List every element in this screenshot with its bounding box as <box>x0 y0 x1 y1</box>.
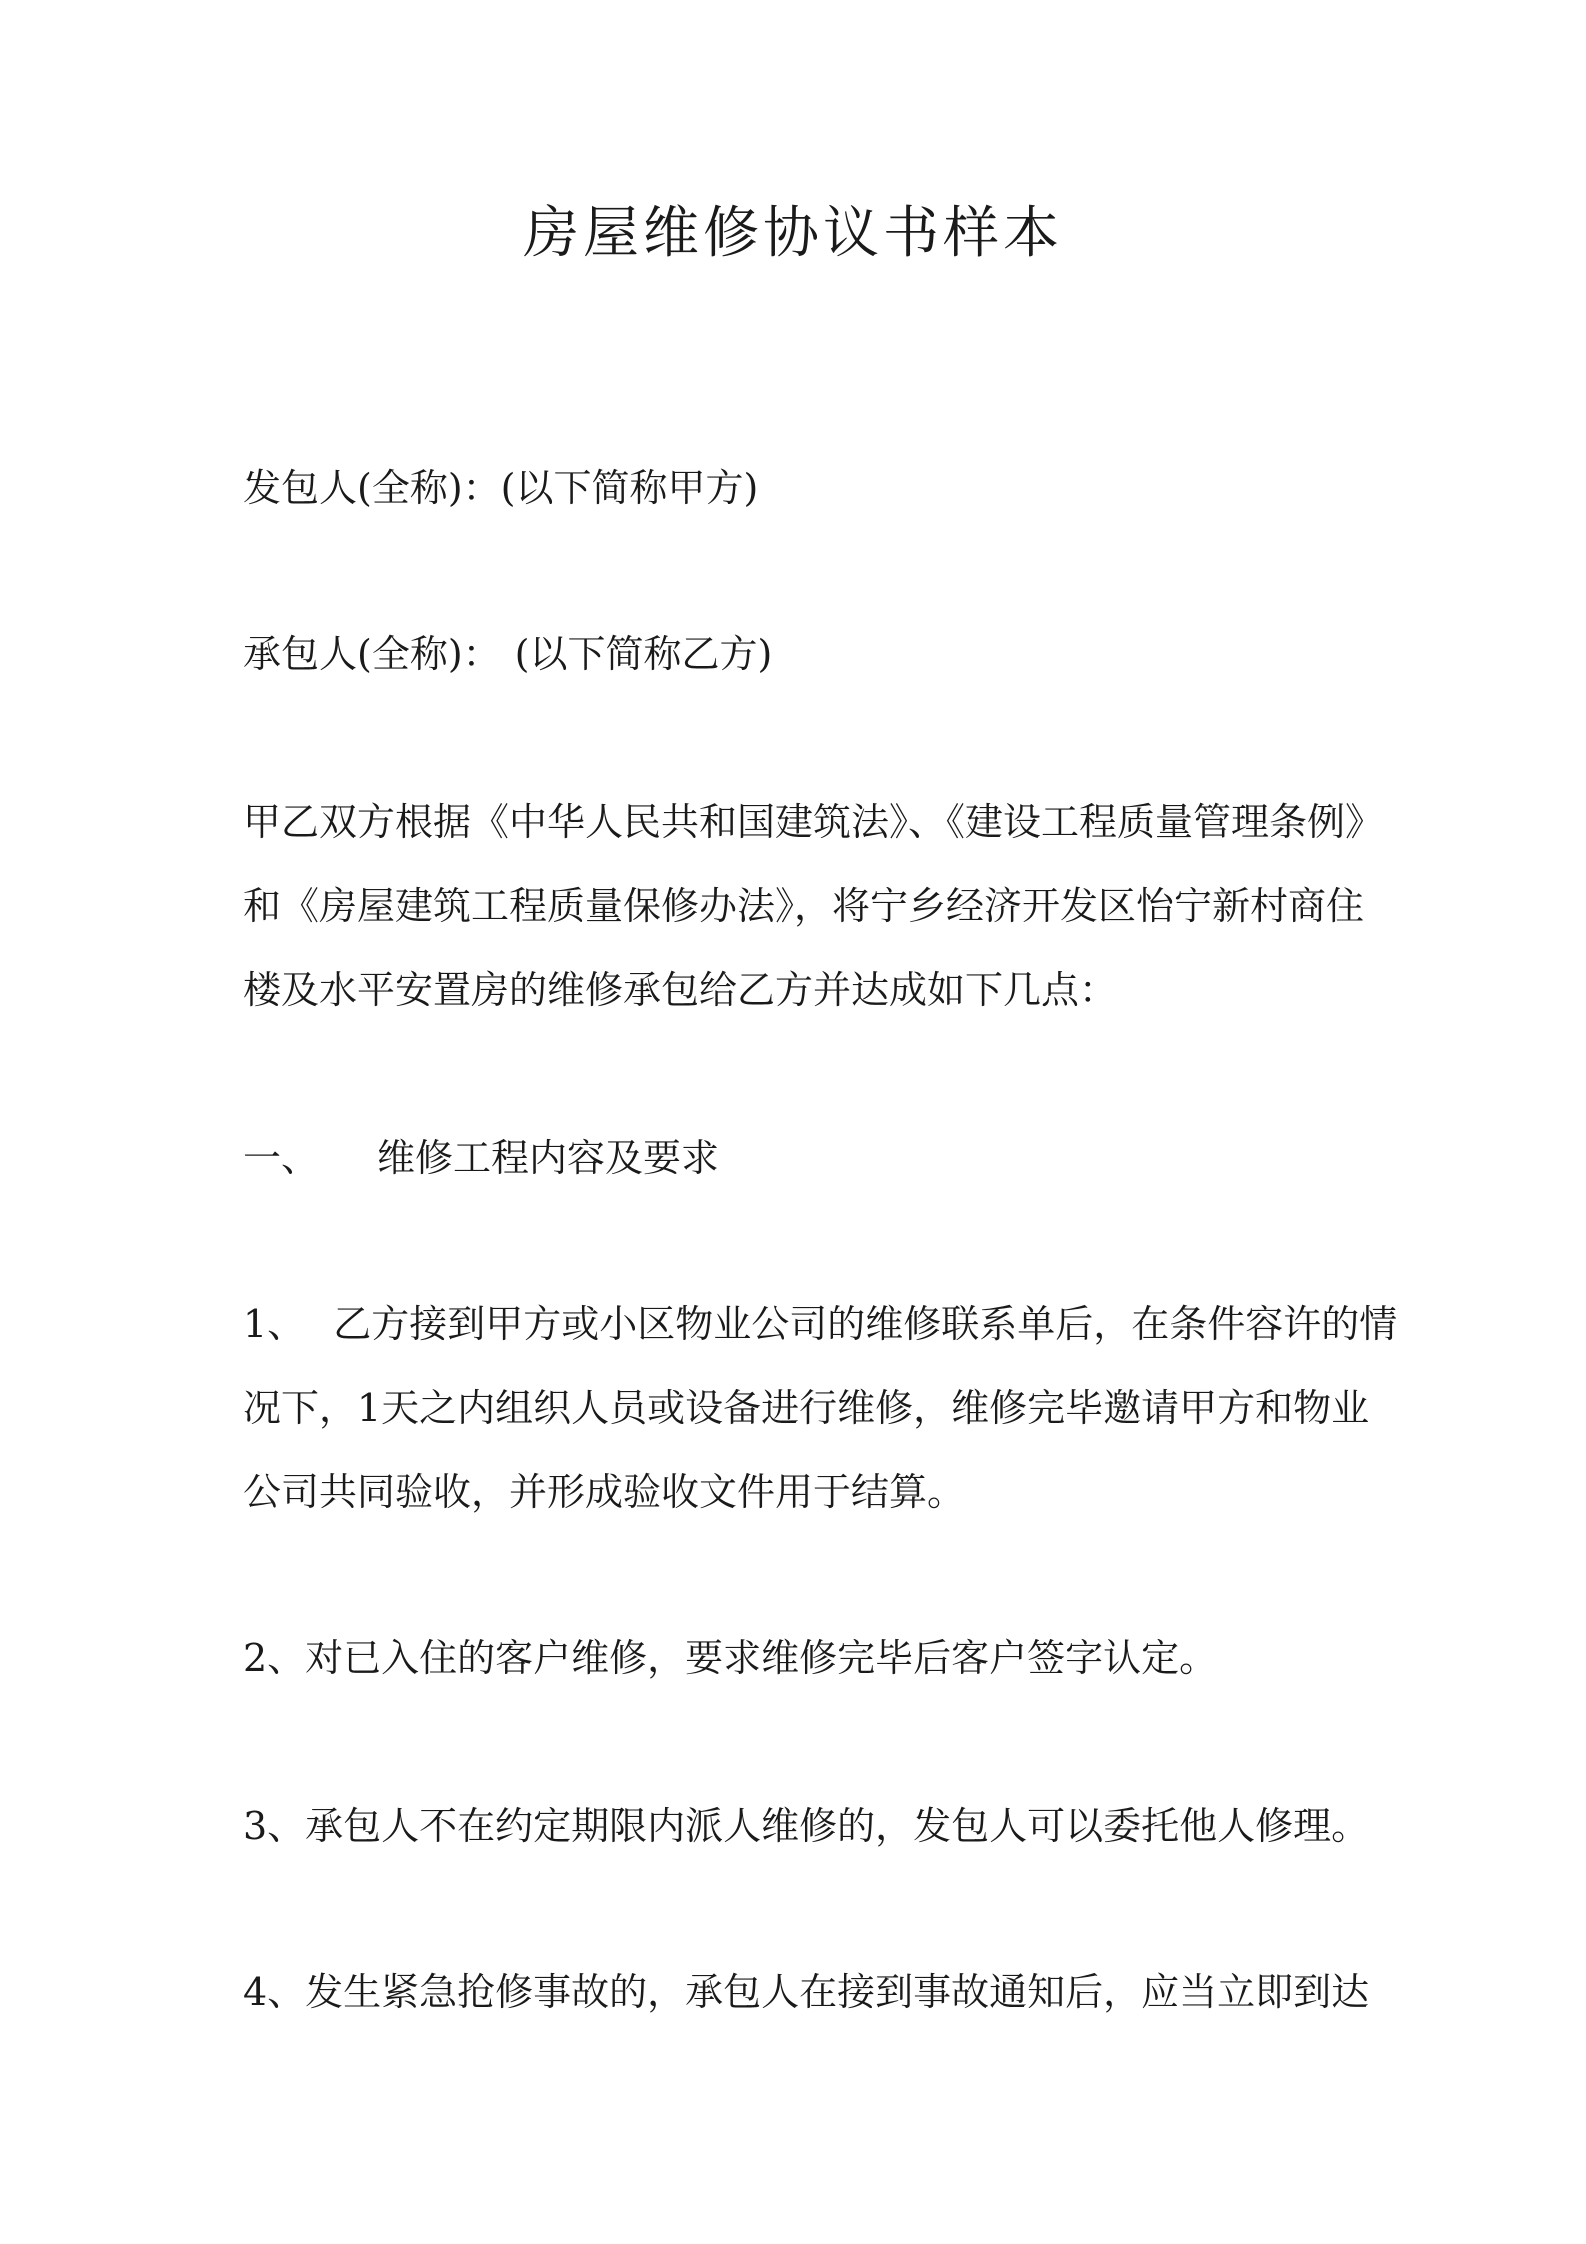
item-1-first-line <box>243 1282 1398 1366</box>
item-1-line: 公司共同验收，并形成验收文件用于结算。 <box>243 1470 966 1514</box>
section-one-heading <box>243 1116 1363 1200</box>
item-3-paragraph: 3、承包人不在约定期限内派人维修的，发包人可以委托他人修理。 <box>243 1804 1370 1848</box>
section-one-title: 维修工程内容及要求 <box>377 1136 720 1180</box>
item-1-number: 1、 <box>243 1302 306 1346</box>
document-title: 房屋维修协议书样本 <box>523 201 1063 266</box>
item-2-paragraph: 2、对已入住的客户维修，要求维修完毕后客户签字认定。 <box>243 1636 1218 1680</box>
item-1-line: 况下，1天之内组织人员或设备进行维修，维修完毕邀请甲方和物业 <box>243 1386 1370 1430</box>
preamble-line: 甲乙双方根据《中华人民共和国建筑法》、《建设工程质量管理条例》 <box>243 800 1384 844</box>
preamble-line: 楼及水平安置房的维修承包给乙方并达成如下几点： <box>243 968 1118 1012</box>
employer-line <box>243 446 1363 530</box>
section-one-number: 一、 <box>243 1136 320 1180</box>
contractor-label: 承包人(全称)： <box>243 632 501 676</box>
contractor-line <box>243 612 1363 696</box>
employer-label: 发包人(全称)： <box>243 466 501 510</box>
contractor-note: (以下简称乙方) <box>514 632 773 676</box>
employer-note: (以下简称甲方) <box>500 466 759 510</box>
item-1-line: 乙方接到甲方或小区物业公司的维修联系单后，在条件容许的情 <box>333 1302 1398 1346</box>
item-4-paragraph: 4、发生紧急抢修事故的，承包人在接到事故通知后，应当立即到达 <box>243 1970 1370 2014</box>
item-1-paragraph <box>243 1282 1398 1534</box>
preamble-paragraph <box>243 780 1384 1032</box>
preamble-line: 和《房屋建筑工程质量保修办法》，将宁乡经济开发区怡宁新村商住 <box>243 884 1365 928</box>
